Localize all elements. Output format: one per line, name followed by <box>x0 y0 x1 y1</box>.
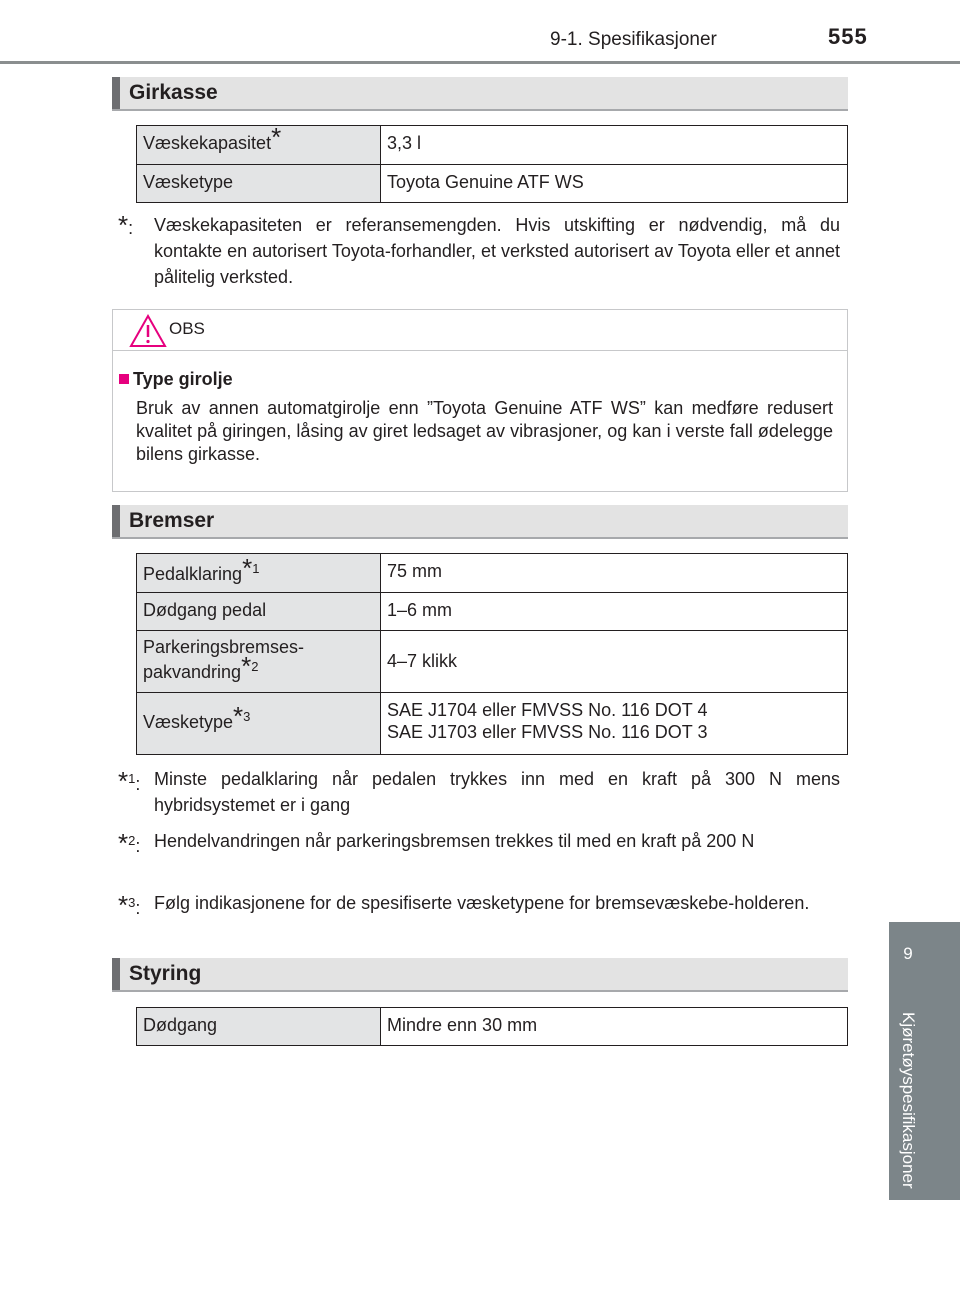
footnote-number: 1 <box>128 771 136 786</box>
table-value: 3,3 l <box>381 126 848 165</box>
warning-triangle-icon <box>129 314 167 348</box>
footnote: *$^1$: Minste pedalklaring når pedalen trykkes inn med en kraft på 300 N mens hybridsystemet er i gang <box>118 766 840 818</box>
table-value: SAE J1704 eller FMVSS No. 116 DOT 4 SAE J1703 eller FMVSS No. 116 DOT 3 <box>381 693 848 755</box>
section-bar <box>112 505 120 537</box>
footnote: *: Væskekapasiteten er referansemengden. Hvis utskifting er nødvendig, må du kontakte en autorisert Toyota-forhandler, et verksted autorisert av Toyota eller et annet pålitelig verksted. <box>118 212 840 290</box>
header-divider <box>0 61 960 64</box>
page-number: 555 <box>828 24 868 49</box>
footnote-number: 1 <box>252 561 260 576</box>
footnote-number: 3 <box>128 895 136 910</box>
footnote-mark: * <box>242 553 253 583</box>
table-key: Væsketype <box>137 165 381 203</box>
footnote-mark: * <box>271 122 282 152</box>
footnote-mark: * <box>118 766 129 796</box>
footnote-mark: * <box>241 651 252 681</box>
bremser-table <box>136 553 848 755</box>
square-bullet-icon <box>119 374 129 384</box>
caution-box <box>112 309 848 492</box>
footnote-number: 2 <box>128 833 136 848</box>
section-heading: Styring <box>129 962 202 985</box>
footnote-text: Minste pedalklaring når pedalen trykkes inn med en kraft på 300 N mens hybridsystemet er i gang <box>154 769 840 815</box>
footnote-text: Hendelvandringen når parkeringsbremsen trekkes til med en kraft på 200 N <box>154 831 755 851</box>
table-key: Dødgang pedal <box>137 593 381 631</box>
table-row <box>137 593 848 631</box>
caution-header <box>113 310 847 351</box>
section-heading: Girkasse <box>129 81 218 104</box>
footnote-mark: * <box>233 701 244 731</box>
table-value: Toyota Genuine ATF WS <box>381 165 848 203</box>
table-value: 4–7 klikk <box>381 631 848 693</box>
table-key: Væskekapasitet* <box>137 126 381 165</box>
footnote-mark: * <box>118 828 129 858</box>
caution-item-text: Bruk av annen automatgirolje enn ”Toyota Genuine ATF WS” kan medføre redusert kvalitet på giringen, låsing av giret ledsaget av vibrasjoner, og kan i verste fall ødelegge bilens girkasse. <box>136 398 833 464</box>
caution-item-title: Type girolje <box>119 369 233 390</box>
table-row <box>137 126 848 165</box>
table-row <box>137 693 848 755</box>
footnote-mark: * <box>118 210 129 240</box>
chapter-number: 9 <box>903 944 913 963</box>
table-value: Mindre enn 30 mm <box>381 1008 848 1046</box>
table-key: Pedalklaring$^{*1}$ <box>137 554 381 593</box>
chapter-label: Kjøretøyspesifikasjoner <box>899 1012 918 1189</box>
footnote-text: Væskekapasiteten er referansemengden. Hvis utskifting er nødvendig, må du kontakte en autorisert Toyota-forhandler, et verksted autorisert av Toyota eller et annet pålitelig verksted. <box>154 215 840 287</box>
footnote-mark: * <box>118 890 129 920</box>
table-value: 75 mm <box>381 554 848 593</box>
section-heading: Bremser <box>129 509 215 532</box>
section-header-girkasse <box>112 77 848 111</box>
table-row <box>137 631 848 693</box>
section-bar <box>112 77 120 109</box>
table-row <box>137 1008 848 1046</box>
footnote-number: 2 <box>251 659 259 674</box>
footnote: *$^2$: Hendelvandringen når parkeringsbremsen trekkes til med en kraft på 200 N <box>118 828 840 854</box>
table-value: 1–6 mm <box>381 593 848 631</box>
table-key: Parkeringsbremses- pakvandring$^{*2}$ <box>137 631 381 693</box>
styring-table <box>136 1007 848 1046</box>
footnote: *$^3$: Følg indikasjonene for de spesifiserte væsketypene for bremsevæskebe-holderen. <box>118 890 840 916</box>
footnote-text: Følg indikasjonene for de spesifiserte væsketypene for bremsevæskebe-holderen. <box>154 893 810 913</box>
table-row <box>137 554 848 593</box>
section-title: 9-1. Spesifikasjoner <box>550 29 717 50</box>
girkasse-table <box>136 122 848 203</box>
section-header-bremser <box>112 505 848 539</box>
table-key: Dødgang <box>137 1008 381 1046</box>
table-key: Væsketype$^{*3}$ <box>137 693 381 755</box>
footnote-number: 3 <box>243 709 251 724</box>
section-header-styring <box>112 958 848 992</box>
caution-label: OBS <box>169 319 205 338</box>
table-row <box>137 165 848 203</box>
section-bar <box>112 958 120 990</box>
